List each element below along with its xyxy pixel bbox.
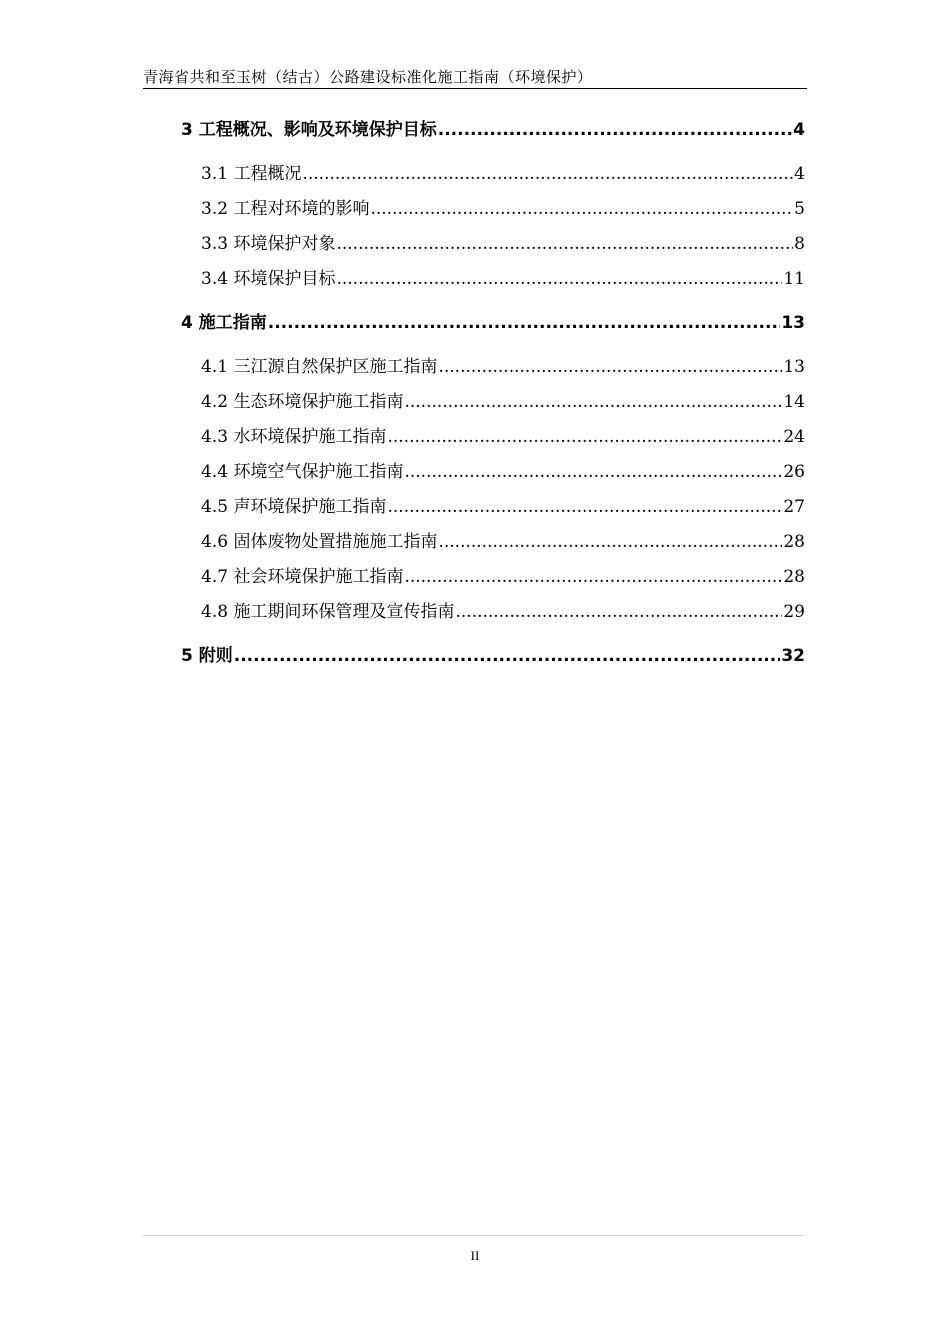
toc-entry-title: 4.6 固体废物处置措施施工指南	[201, 532, 438, 552]
toc-dot-leader	[404, 455, 782, 490]
toc-entry-chapter-4[interactable]	[181, 306, 805, 341]
toc-entry-4-4[interactable]	[181, 455, 805, 490]
toc-entry-title: 4 施工指南	[181, 313, 267, 333]
toc-entry-title: 5 附则	[181, 646, 233, 666]
toc-entry-4-7[interactable]	[181, 560, 805, 595]
toc-dot-leader	[387, 420, 782, 455]
toc-entry-page: 8	[794, 234, 805, 254]
toc-entry-title: 3.1 工程概况	[201, 164, 302, 184]
toc-dot-leader	[234, 639, 781, 674]
toc-entry-3-2[interactable]	[181, 192, 805, 227]
toc-entry-page: 26	[783, 462, 805, 482]
toc-entry-3-1[interactable]	[181, 157, 805, 192]
toc-entry-title: 4.2 生态环境保护施工指南	[201, 392, 404, 412]
page-header	[143, 66, 807, 89]
toc-dot-leader	[404, 560, 782, 595]
toc-entry-page: 28	[783, 532, 805, 552]
toc-entry-title: 3.2 工程对环境的影响	[201, 199, 370, 219]
toc-entry-page: 28	[783, 567, 805, 587]
toc-entry-page: 32	[781, 646, 805, 666]
toc-dot-leader	[438, 525, 782, 560]
toc-entry-title: 4.8 施工期间环保管理及宣传指南	[201, 602, 455, 622]
toc-entry-page: 24	[783, 427, 805, 447]
footer-divider	[143, 1235, 805, 1236]
toc-entry-title: 4.1 三江源自然保护区施工指南	[201, 357, 438, 377]
toc-entry-page: 11	[783, 269, 805, 289]
toc-entry-page: 4	[793, 120, 805, 140]
toc-entry-page: 27	[783, 497, 805, 517]
toc-dot-leader	[336, 262, 782, 297]
toc-dot-leader	[268, 306, 781, 341]
toc-entry-title: 4.4 环境空气保护施工指南	[201, 462, 404, 482]
toc-dot-leader	[302, 157, 793, 192]
toc-entry-4-2[interactable]	[181, 385, 805, 420]
toc-dot-leader	[387, 490, 782, 525]
toc-dot-leader	[455, 595, 782, 630]
toc-entry-4-5[interactable]	[181, 490, 805, 525]
toc-dot-leader	[438, 113, 792, 148]
toc-entry-4-8[interactable]	[181, 595, 805, 630]
toc-entry-title: 3 工程概况、影响及环境保护目标	[181, 120, 437, 140]
table-of-contents	[181, 113, 805, 674]
toc-entry-4-3[interactable]	[181, 420, 805, 455]
toc-entry-page: 13	[783, 357, 805, 377]
toc-entry-3-4[interactable]	[181, 262, 805, 297]
toc-entry-3-3[interactable]	[181, 227, 805, 262]
toc-entry-page: 5	[794, 199, 805, 219]
toc-entry-page: 4	[794, 164, 805, 184]
page-number: II	[470, 1248, 480, 1263]
toc-entry-4-6[interactable]	[181, 525, 805, 560]
toc-dot-leader	[438, 350, 782, 385]
toc-entry-page: 14	[783, 392, 805, 412]
toc-entry-title: 3.3 环境保护对象	[201, 234, 336, 254]
toc-entry-title: 4.5 声环境保护施工指南	[201, 497, 387, 517]
toc-entry-4-1[interactable]	[181, 350, 805, 385]
toc-entry-page: 13	[781, 313, 805, 333]
toc-entry-title: 3.4 环境保护目标	[201, 269, 336, 289]
toc-dot-leader	[336, 227, 793, 262]
toc-dot-leader	[370, 192, 793, 227]
toc-entry-chapter-3[interactable]	[181, 113, 805, 148]
header-title: 青海省共和至玉树（结古）公路建设标准化施工指南（环境保护）	[143, 68, 593, 86]
toc-dot-leader	[404, 385, 782, 420]
toc-entry-chapter-5[interactable]	[181, 639, 805, 674]
toc-entry-title: 4.7 社会环境保护施工指南	[201, 567, 404, 587]
toc-entry-title: 4.3 水环境保护施工指南	[201, 427, 387, 447]
toc-entry-page: 29	[783, 602, 805, 622]
